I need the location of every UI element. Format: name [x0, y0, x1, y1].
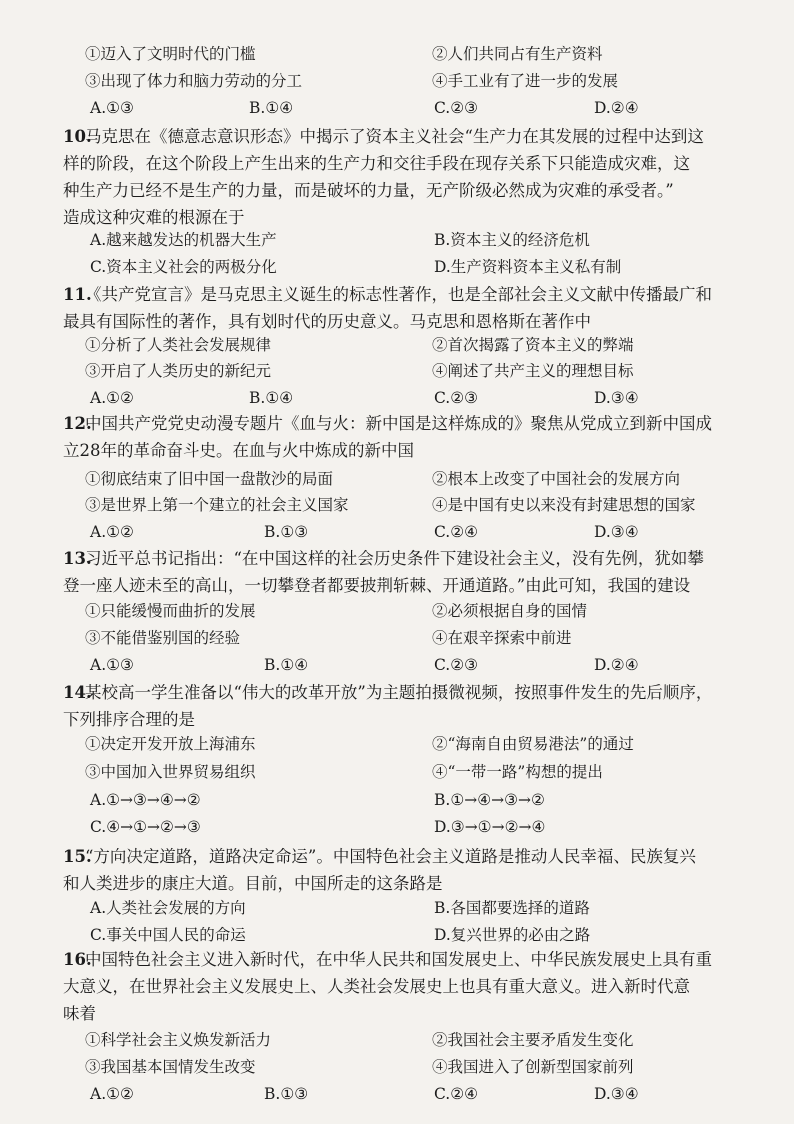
answer-option: A.①② [90, 1085, 134, 1103]
answer-option: D.③④ [594, 523, 639, 541]
statement-item: ③中国加入世界贸易组织 [85, 763, 256, 781]
statement-item: ④阐述了共产主义的理想目标 [432, 362, 634, 380]
answer-option: D.复兴世界的必由之路 [434, 926, 591, 944]
answer-option: D.③④ [594, 389, 639, 407]
answer-option: C.②④ [434, 523, 479, 541]
statement-item: ②我国社会主要矛盾发生变化 [432, 1031, 634, 1049]
stem-line: 立28年的革命奋斗史。在血与火中炼成的新中国 [63, 441, 414, 460]
answer-option: C.②③ [434, 389, 479, 407]
answer-option: D.②④ [594, 99, 639, 117]
statement-item: ③不能借鉴别国的经验 [85, 629, 241, 647]
answer-option: A.越来越发达的机器大生产 [90, 231, 277, 249]
answer-option: C.②③ [434, 656, 479, 674]
stem-line: 和人类进步的康庄大道。目前，中国所走的这条路是 [63, 874, 443, 893]
stem-line: 登一座人迹未至的高山，一切攀登者都要披荆斩棘、开通道路。”由此可知，我国的建设 [63, 576, 691, 595]
statement-item: ①决定开发开放上海浦东 [85, 735, 256, 753]
stem-line: 造成这种灾难的根源在于 [63, 208, 245, 227]
statement-item: ④手工业有了进一步的发展 [432, 72, 619, 90]
stem-line: 中国特色社会主义进入新时代，在中华人民共和国发展史上、中华民族发展史上具有重 [85, 950, 712, 969]
statement-item: ②人们共同占有生产资料 [432, 45, 603, 63]
answer-option: D.③④ [594, 1085, 639, 1103]
question-number: 13. [63, 549, 92, 568]
answer-option: B.①④ [249, 389, 294, 407]
question-number: 12. [63, 414, 92, 433]
stem-line: 某校高一学生准备以“伟大的改革开放”为主题拍摄微视频，按照事件发生的先后顺序， [85, 683, 713, 702]
statement-item: ①迈入了文明时代的门槛 [85, 45, 256, 63]
question-number: 11. [63, 285, 92, 304]
stem-line: 《共产党宣言》是马克思主义诞生的标志性著作，也是全部社会主义文献中传播最广和 [85, 285, 712, 304]
stem-line: 样的阶段，在这个阶段上产生出来的生产力和交往手段在现存关系下只能造成灾难，这 [63, 154, 690, 173]
answer-option: C.④→①→②→③ [90, 818, 201, 836]
statement-item: ②必须根据自身的国情 [432, 602, 588, 620]
stem-line: 下列排序合理的是 [63, 710, 195, 729]
stem-line: 种生产力已经不是生产的力量，而是破坏的力量，无产阶级必然成为灾难的承受者。” [63, 181, 674, 200]
answer-option: B.①③ [264, 1085, 309, 1103]
question-number: 14. [63, 683, 92, 702]
answer-option: A.人类社会发展的方向 [90, 899, 246, 917]
statement-item: ①彻底结束了旧中国一盘散沙的局面 [85, 470, 334, 488]
stem-line: 大意义，在世界社会主义发展史上、人类社会发展史上也具有重大意义。进入新时代意 [63, 977, 690, 996]
answer-option: B.①④ [249, 99, 294, 117]
answer-option: D.②④ [594, 656, 639, 674]
stem-line: 马克思在《德意志意识形态》中揭示了资本主义社会“生产力在其发展的过程中达到这 [85, 127, 704, 146]
answer-option: C.事关中国人民的命运 [90, 926, 246, 944]
statement-item: ②“海南自由贸易港法”的通过 [432, 735, 634, 753]
statement-item: ①科学社会主义焕发新活力 [85, 1031, 272, 1049]
question-number: 15. [63, 847, 92, 866]
statement-item: ②根本上改变了中国社会的发展方向 [432, 470, 681, 488]
statement-item: ③开启了人类历史的新纪元 [85, 362, 272, 380]
answer-option: B.①→④→③→② [434, 791, 545, 809]
statement-item: ③出现了体力和脑力劳动的分工 [85, 72, 303, 90]
answer-option: B.资本主义的经济危机 [434, 231, 590, 249]
answer-option: D.③→①→②→④ [434, 818, 546, 836]
answer-option: A.①③ [90, 656, 134, 674]
answer-option: C.②③ [434, 99, 479, 117]
statement-item: ④在艰辛探索中前进 [432, 629, 572, 647]
answer-option: D.生产资料资本主义私有制 [434, 258, 622, 276]
statement-item: ③是世界上第一个建立的社会主义国家 [85, 496, 349, 514]
stem-line: 习近平总书记指出：“在中国这样的社会历史条件下建设社会主义，没有先例，犹如攀 [85, 549, 704, 568]
statement-item: ③我国基本国情发生改变 [85, 1058, 256, 1076]
answer-option: C.资本主义社会的两极分化 [90, 258, 277, 276]
statement-item: ②首次揭露了资本主义的弊端 [432, 336, 634, 354]
answer-option: A.①→③→④→② [90, 791, 201, 809]
answer-option: C.②④ [434, 1085, 479, 1103]
answer-option: A.①② [90, 389, 134, 407]
stem-line: “方向决定道路，道路决定命运”。中国特色社会主义道路是推动人民幸福、民族复兴 [85, 847, 696, 866]
answer-option: B.各国都要选择的道路 [434, 899, 590, 917]
answer-option: B.①③ [264, 523, 309, 541]
stem-line: 中国共产党党史动漫专题片《血与火：新中国是这样炼成的》聚焦从党成立到新中国成 [85, 414, 712, 433]
answer-option: B.①④ [264, 656, 309, 674]
statement-item: ①分析了人类社会发展规律 [85, 336, 272, 354]
statement-item: ④我国进入了创新型国家前列 [432, 1058, 634, 1076]
stem-line: 最具有国际性的著作，具有划时代的历史意义。马克思和恩格斯在著作中 [63, 312, 591, 331]
statement-item: ④“一带一路”构想的提出 [432, 763, 603, 781]
question-number: 10. [63, 127, 92, 146]
answer-option: A.①② [90, 523, 134, 541]
statement-item: ④是中国有史以来没有封建思想的国家 [432, 496, 696, 514]
stem-line: 味着 [63, 1004, 96, 1023]
question-number: 16. [63, 950, 92, 969]
answer-option: A.①③ [90, 99, 134, 117]
statement-item: ①只能缓慢而曲折的发展 [85, 602, 256, 620]
